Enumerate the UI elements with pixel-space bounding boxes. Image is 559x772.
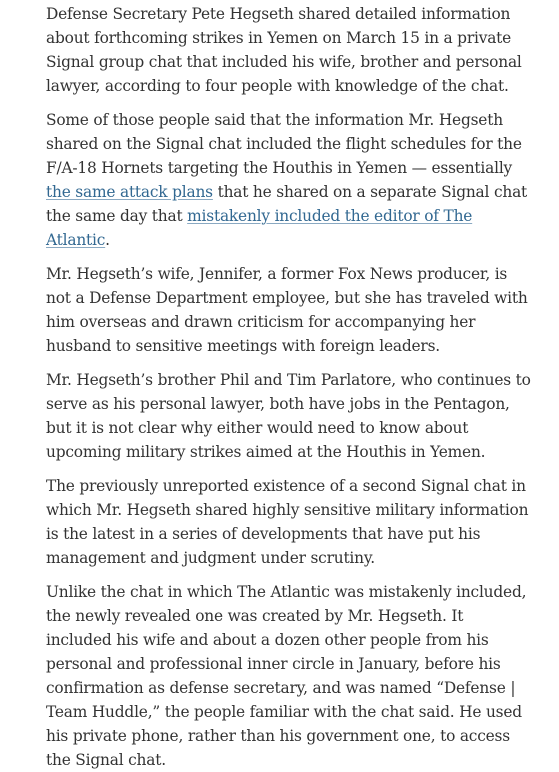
- paragraph-2-text-3: .: [105, 231, 110, 249]
- paragraph-6: Unlike the chat in which The Atlantic was mistakenly included, the newly revealed one was created by Mr. Hegseth. It included his wife and about a dozen other people from his personal and professional inner circle in January, before his confirmation as defense secretary, and was named “Defense | Team Huddle,” the people familiar with the chat said. He used his private phone, rather than his government one, to access the Signal chat.: [46, 583, 527, 769]
- paragraph-3: Mr. Hegseth’s wife, Jennifer, a former Fox News producer, is not a Defense Department employee, but she has traveled with him overseas and drawn criticism for accompanying her husband to sensitive meetings with foreign leaders.: [46, 265, 528, 355]
- paragraph-4: Mr. Hegseth’s brother Phil and Tim Parlatore, who continues to serve as his personal lawyer, both have jobs in the Pentagon, but it is not clear why either would need to know about upcoming military strikes aimed at the Houthis in Yemen.: [46, 371, 531, 461]
- paragraph-2-text-1: Some of those people said that the information Mr. Hegseth shared on the Signal chat included the flight schedules for the F/A-18 Hornets targeting the Houthis in Yemen — essentially: [46, 111, 522, 177]
- paragraph-1: Defense Secretary Pete Hegseth shared detailed information about forthcoming strikes in Yemen on March 15 in a private Signal group chat that included his wife, brother and personal lawyer, according to four people with knowledge of the chat.: [46, 5, 522, 95]
- paragraph-2-text-2: that he shared on a separate Signal chat the same day that: [46, 183, 528, 225]
- paragraph-5: The previously unreported existence of a second Signal chat in which Mr. Hegseth shared highly sensitive military information is the latest in a series of developments that have put his management and judgment under scrutiny.: [46, 477, 529, 567]
- same-attack-plans-link[interactable]: the same attack plans: [46, 183, 213, 201]
- atlantic-editor-link[interactable]: mistakenly included the editor of The Atlantic: [46, 207, 473, 249]
- paragraph-2: [46, 108, 531, 252]
